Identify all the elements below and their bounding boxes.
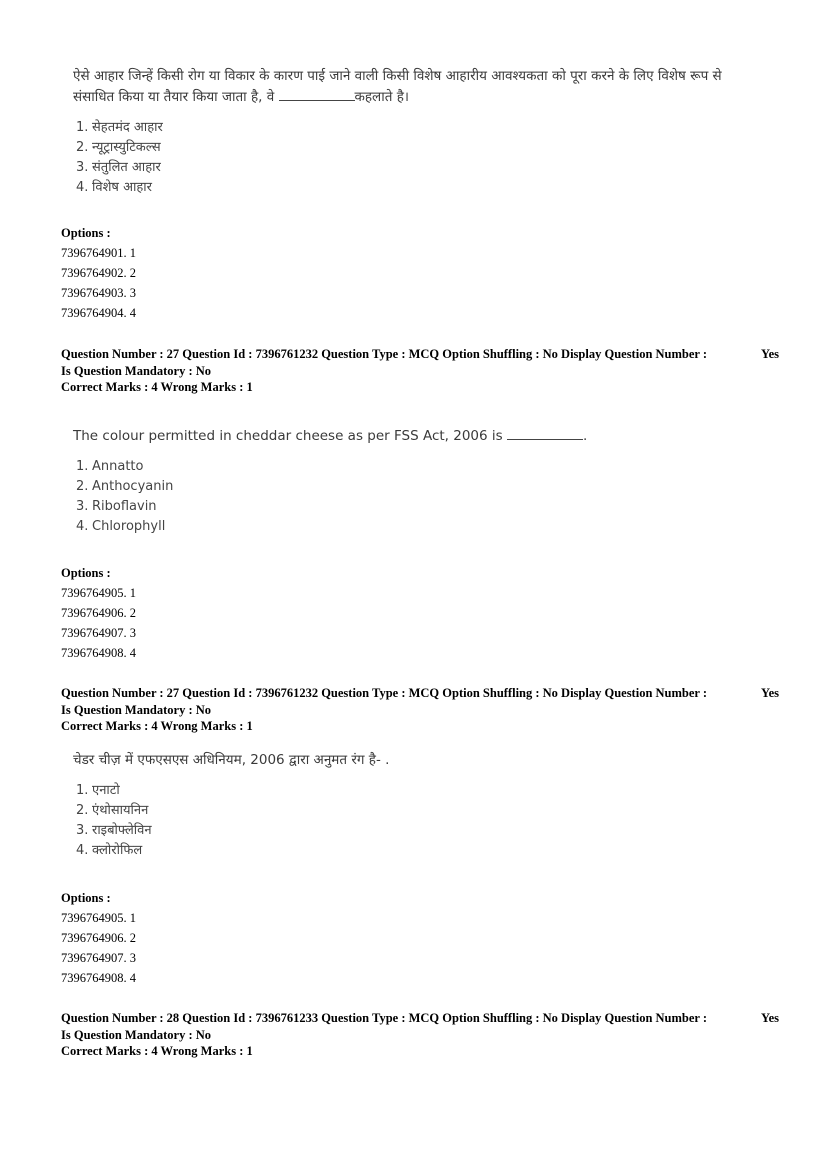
meta-text: Question Number : 27 Question Id : 7396761232 Question Type : MCQ Option Shuffling : No Display Question Number : (61, 347, 708, 361)
options-list (61, 563, 136, 663)
choice-item: 3. राइबोफ्लेविन (76, 823, 152, 838)
answer-blank (279, 88, 355, 101)
options-list (61, 888, 136, 988)
question-stem (73, 66, 763, 108)
options-heading: Options : (61, 566, 111, 580)
question-image-cheddar-hindi (73, 750, 763, 861)
question-stem (73, 426, 763, 447)
option-row: 7396764901. 1 (61, 246, 136, 260)
meta-marks: Correct Marks : 4 Wrong Marks : 1 (61, 719, 253, 733)
question-image-cheddar-english (73, 426, 763, 537)
stem-text: संसाधित किया या तैयार किया जाता है, वे (73, 89, 275, 105)
options-list (61, 223, 136, 323)
answer-blank (507, 427, 583, 440)
choice-item: 2. Anthocyanin (76, 479, 174, 494)
option-row: 7396764903. 3 (61, 286, 136, 300)
option-row: 7396764905. 1 (61, 911, 136, 925)
meta-text: Question Number : 28 Question Id : 7396761233 Question Type : MCQ Option Shuffling : No Display Question Number : (61, 1011, 708, 1025)
question-meta (61, 346, 779, 396)
stem-text: . (582, 428, 588, 444)
option-row: 7396764908. 4 (61, 971, 136, 985)
choice-list (73, 457, 763, 537)
meta-text: Yes (760, 347, 779, 361)
meta-marks: Correct Marks : 4 Wrong Marks : 1 (61, 1044, 253, 1058)
meta-text: Is Question Mandatory : No (61, 1027, 212, 1042)
choice-item: 2. न्यूट्रास्युटिकल्स (76, 140, 161, 155)
question-meta (61, 1010, 779, 1060)
choice-list (73, 781, 763, 861)
options-heading: Options : (61, 891, 111, 905)
question-meta (61, 685, 779, 735)
meta-text: Is Question Mandatory : No (61, 702, 212, 717)
option-row: 7396764906. 2 (61, 931, 136, 945)
options-heading: Options : (61, 226, 111, 240)
meta-text: Is Question Mandatory : No (61, 363, 212, 378)
option-row: 7396764907. 3 (61, 626, 136, 640)
question-stem (73, 750, 763, 771)
choice-item: 4. क्लोरोफिल (76, 843, 143, 858)
stem-text: चेडर चीज़ में एफएसएस अधिनियम, 2006 द्वारा अनुमत रंग है- . (73, 752, 390, 768)
choice-item: 3. संतुलित आहार (76, 160, 161, 175)
meta-text: Yes (760, 686, 779, 700)
meta-text: Yes (760, 1011, 779, 1025)
choice-item: 1. सेहतमंद आहार (76, 120, 163, 135)
choice-item: 4. विशेष आहार (76, 180, 152, 195)
choice-item: 2. एंथोसायनिन (76, 803, 149, 818)
stem-text: ऐसे आहार जिन्हें किसी रोग या विकार के कारण पाई जाने वाली किसी विशेष आहारीय आवश्यकता को पूरा करने के लिए विशेष रूप से (73, 68, 722, 84)
option-row: 7396764907. 3 (61, 951, 136, 965)
option-row: 7396764905. 1 (61, 586, 136, 600)
option-row: 7396764908. 4 (61, 646, 136, 660)
stem-text: कहलाते है। (354, 89, 409, 105)
choice-item: 1. एनाटो (76, 783, 120, 798)
choice-item: 1. Annatto (76, 459, 144, 474)
question-image-hindi-diet (73, 66, 763, 198)
option-row: 7396764906. 2 (61, 606, 136, 620)
option-row: 7396764904. 4 (61, 306, 136, 320)
choice-list (73, 118, 763, 198)
choice-item: 4. Chlorophyll (76, 519, 166, 534)
stem-text: The colour permitted in cheddar cheese as per FSS Act, 2006 is (73, 428, 503, 444)
meta-text: Question Number : 27 Question Id : 7396761232 Question Type : MCQ Option Shuffling : No Display Question Number : (61, 686, 708, 700)
meta-marks: Correct Marks : 4 Wrong Marks : 1 (61, 380, 253, 394)
choice-item: 3. Riboflavin (76, 499, 157, 514)
option-row: 7396764902. 2 (61, 266, 136, 280)
